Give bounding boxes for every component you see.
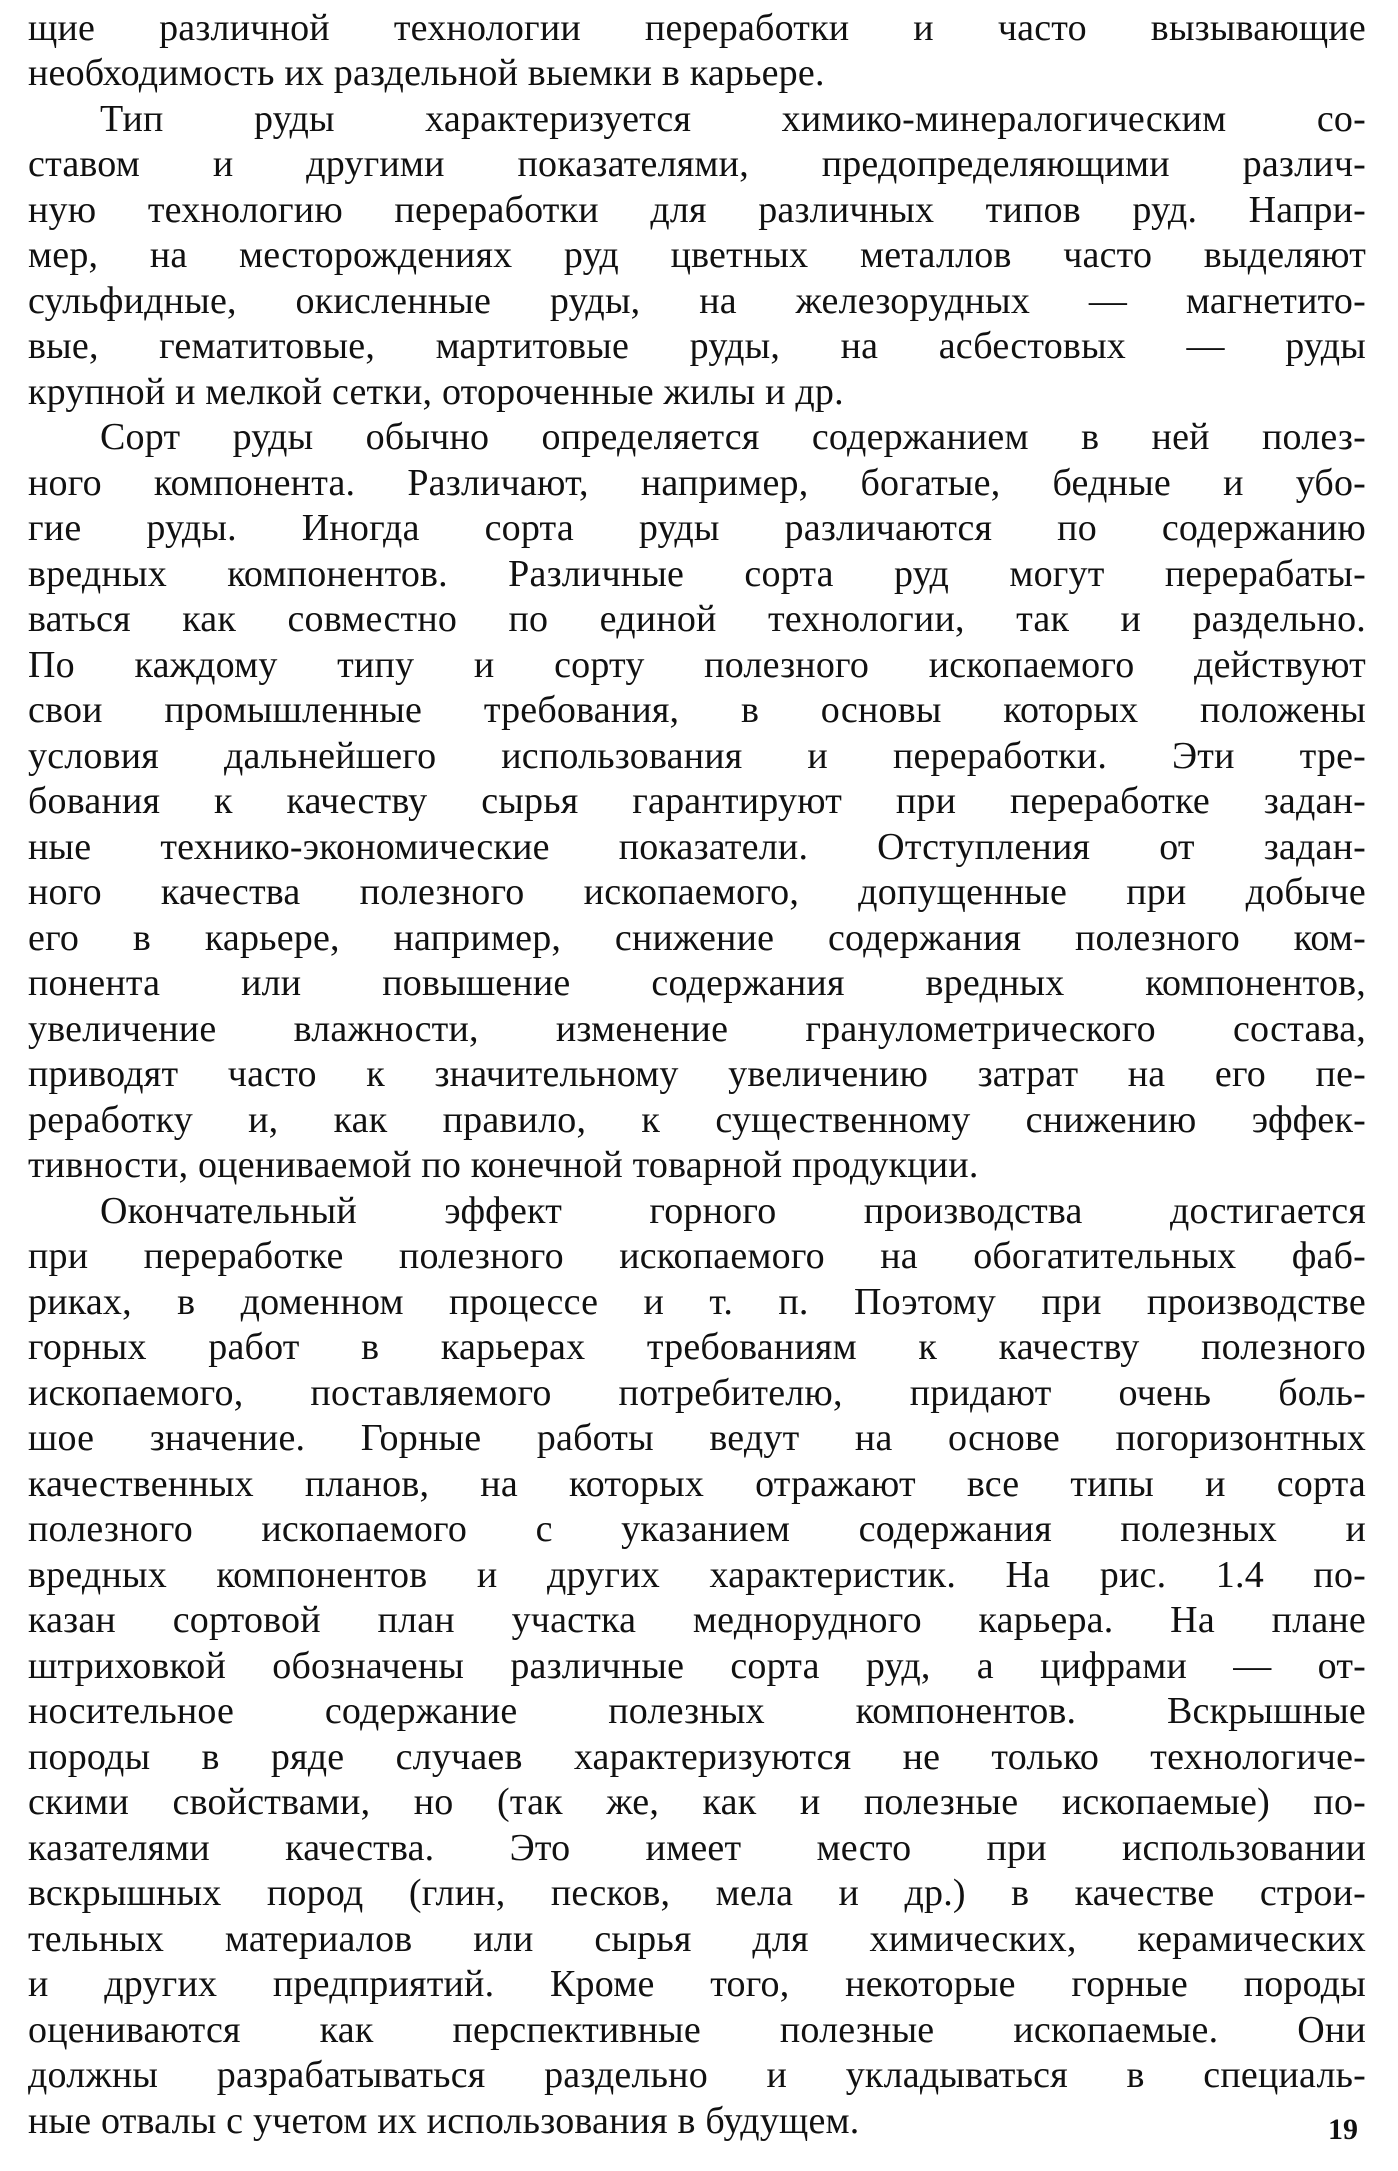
text-line: По каждому типу и сорту полезного ископаемого действуют <box>28 644 1366 686</box>
text-line: ного качества полезного ископаемого, допущенные при добыче <box>28 871 1366 913</box>
text-line: увеличение влажности, изменение гранулометрического состава, <box>28 1008 1366 1050</box>
text-line: тельных материалов или сырья для химических, керамических <box>28 1918 1366 1960</box>
text-line: вредных компонентов и других характеристик. На рис. 1.4 по- <box>28 1554 1366 1596</box>
text-line: гие руды. Иногда сорта руды различаются по содержанию <box>28 507 1366 549</box>
text-line: шое значение. Горные работы ведут на основе погоризонтных <box>28 1417 1366 1459</box>
text-line: необходимость их раздельной выемки в карьере. <box>28 52 825 94</box>
text-line: мер, на месторождениях руд цветных металлов часто выделяют <box>28 234 1366 276</box>
paragraph-start-line: Тип руды характеризуется химико-минералогическим со- <box>100 98 1366 140</box>
text-line: казан сортовой план участка меднорудного карьера. На плане <box>28 1599 1366 1641</box>
text-line: вскрышных пород (глин, песков, мела и др.) в качестве строи- <box>28 1872 1366 1914</box>
text-line: скими свойствами, но (так же, как и полезные ископаемые) по- <box>28 1781 1366 1823</box>
text-line: породы в ряде случаев характеризуются не только технологиче- <box>28 1736 1366 1778</box>
text-line: приводят часто к значительному увеличению затрат на его пе- <box>28 1053 1366 1095</box>
text-line: понента или повышение содержания вредных компонентов, <box>28 962 1366 1004</box>
text-line: ваться как совместно по единой технологии, так и раздельно. <box>28 598 1366 640</box>
text-line: реработку и, как правило, к существенному снижению эффек- <box>28 1099 1366 1141</box>
text-line: ные технико-экономические показатели. Отступления от задан- <box>28 826 1366 868</box>
text-line: вые, гематитовые, мартитовые руды, на асбестовых — руды <box>28 325 1366 367</box>
text-line: штриховкой обозначены различные сорта руд, а цифрами — от- <box>28 1645 1366 1687</box>
text-line: при переработке полезного ископаемого на обогатительных фаб- <box>28 1235 1366 1277</box>
text-line: полезного ископаемого с указанием содержания полезных и <box>28 1508 1366 1550</box>
text-line: сульфидные, окисленные руды, на железорудных — магнетито- <box>28 280 1366 322</box>
text-line: тивности, оцениваемой по конечной товарной продукции. <box>28 1144 979 1186</box>
text-line: носительное содержание полезных компонентов. Вскрышные <box>28 1690 1366 1732</box>
text-line: вредных компонентов. Различные сорта руд могут перерабаты- <box>28 553 1366 595</box>
paragraph-start-line: Сорт руды обычно определяется содержанием в ней полез- <box>100 416 1366 458</box>
text-line: ную технологию переработки для различных типов руд. Напри- <box>28 189 1366 231</box>
text-line: ные отвалы с учетом их использования в будущем. <box>28 2100 860 2142</box>
text-line: свои промышленные требования, в основы которых положены <box>28 689 1366 731</box>
text-line: и других предприятий. Кроме того, некоторые горные породы <box>28 1963 1366 2005</box>
text-line: горных работ в карьерах требованиям к качеству полезного <box>28 1326 1366 1368</box>
text-line: оцениваются как перспективные полезные ископаемые. Они <box>28 2009 1366 2051</box>
text-line: ископаемого, поставляемого потребителю, придают очень боль- <box>28 1372 1366 1414</box>
text-line: щие различной технологии переработки и часто вызывающие <box>28 7 1366 49</box>
text-line: должны разрабатываться раздельно и укладываться в специаль- <box>28 2054 1366 2096</box>
text-line: качественных планов, на которых отражают все типы и сорта <box>28 1463 1366 1505</box>
text-line: крупной и мелкой сетки, отороченные жилы и др. <box>28 371 844 413</box>
page-number: 19 <box>1328 2113 1358 2146</box>
paragraph-start-line: Окончательный эффект горного производства достигается <box>100 1190 1366 1232</box>
text-line: риках, в доменном процессе и т. п. Поэтому при производстве <box>28 1281 1366 1323</box>
text-line: условия дальнейшего использования и переработки. Эти тре- <box>28 735 1366 777</box>
text-line: казателями качества. Это имеет место при использовании <box>28 1827 1366 1869</box>
text-line: его в карьере, например, снижение содержания полезного ком- <box>28 917 1366 959</box>
text-line: ного компонента. Различают, например, богатые, бедные и убо- <box>28 462 1366 504</box>
text-line: ставом и другими показателями, предопределяющими различ- <box>28 143 1366 185</box>
text-line: бования к качеству сырья гарантируют при переработке задан- <box>28 780 1366 822</box>
